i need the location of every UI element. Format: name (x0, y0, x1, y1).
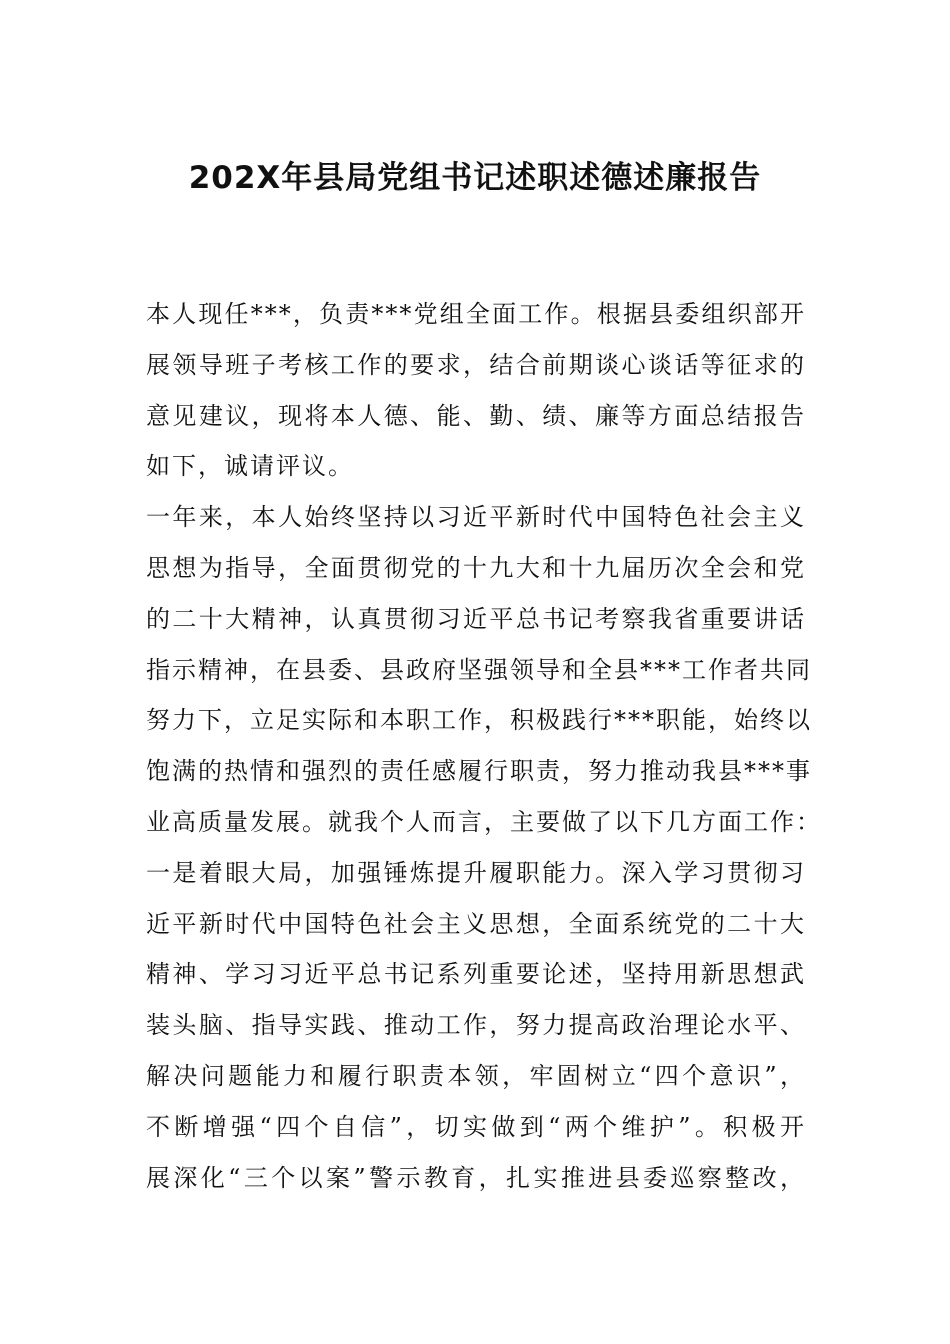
body-line: 如下，诚请评议。 (146, 452, 354, 481)
body-line: 展领导班子考核工作的要求，结合前期谈心谈话等征求的 (146, 350, 806, 379)
body-line: 一是着眼大局，加强锤炼提升履职能力。深入学习贯彻习 (146, 858, 806, 887)
body-line: 装头脑、指导实践、推动工作，努力提高政治理论水平、 (146, 1011, 806, 1040)
body-line: 意见建议，现将本人德、能、勤、绩、廉等方面总结报告 (146, 401, 806, 430)
body-line: 解决问题能力和履行职责本领，牢固树立“四个意识”， (146, 1061, 806, 1090)
document-body (146, 289, 822, 1203)
document-title: 202X年县局党组书记述职述德述廉报告 (188, 160, 762, 196)
body-line: 近平新时代中国特色社会主义思想，全面系统党的二十大 (146, 909, 806, 938)
body-line: 本人现任***，负责***党组全面工作。根据县委组织部开 (146, 300, 806, 328)
body-line: 指示精神，在县委、县政府坚强领导和全县***工作者共同 (146, 655, 812, 684)
body-line: 业高质量发展。就我个人而言，主要做了以下几方面工作： (146, 807, 822, 836)
body-line: 的二十大精神，认真贯彻习近平总书记考察我省重要讲话 (146, 604, 806, 633)
body-line: 不断增强“四个自信”，切实做到“两个维护”。积极开 (146, 1112, 806, 1141)
body-line: 努力下，立足实际和本职工作，积极践行***职能，始终以 (146, 706, 812, 735)
body-line: 饱满的热情和强烈的责任感履行职责，努力推动我县***事 (146, 757, 812, 786)
body-line: 思想为指导，全面贯彻党的十九大和十九届历次全会和党 (146, 553, 806, 582)
body-line: 一年来，本人始终坚持以习近平新时代中国特色社会主义 (146, 503, 806, 532)
body-line: 精神、学习习近平总书记系列重要论述，坚持用新思想武 (146, 960, 806, 989)
body-line: 展深化“三个以案”警示教育，扎实推进县委巡察整改， (146, 1163, 806, 1192)
